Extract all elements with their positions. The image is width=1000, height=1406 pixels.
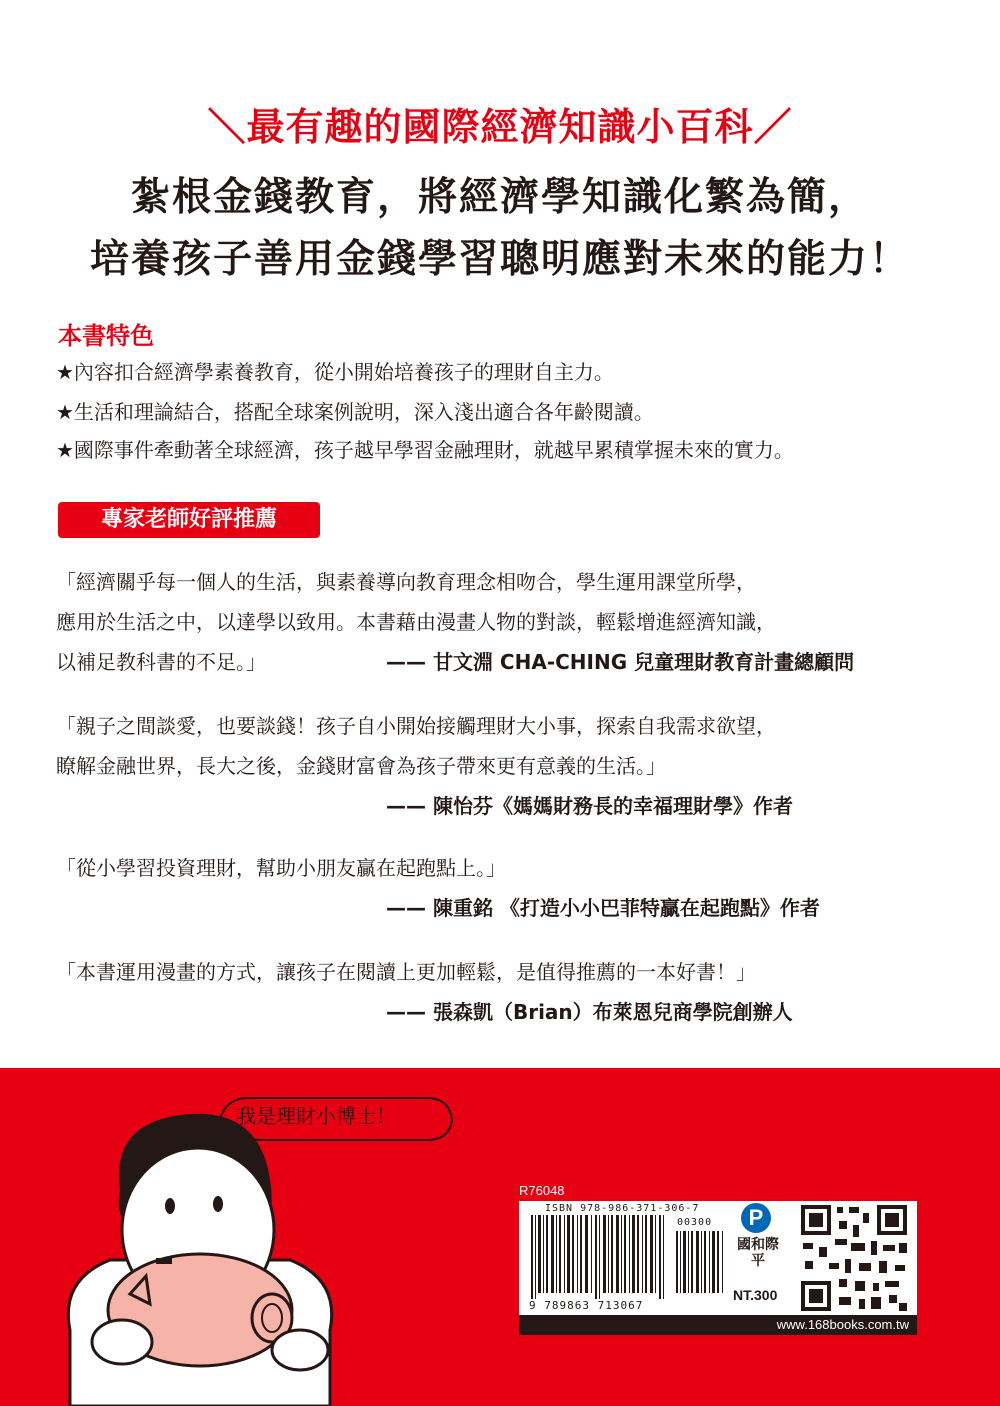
- features-title: 本書特色: [58, 322, 154, 350]
- barcode-number: 9 789863 713067: [529, 1299, 644, 1312]
- price-code: 00300: [677, 1217, 713, 1228]
- tagline: ＼最有趣的國際經濟知識小百科／: [207, 105, 793, 149]
- quote-line: 「本書運用漫畫的方式，讓孩子在閱讀上更加輕鬆，是值得推薦的一本好書！」: [56, 960, 756, 984]
- quote-line: 「從小學習投資理財，幫助小朋友贏在起跑點上。」: [56, 856, 506, 880]
- isbn-text: ISBN 978-986-371-306-7: [545, 1203, 700, 1214]
- barcode-block: [515, 1183, 921, 1337]
- feature-item: ★生活和理論結合，搭配全球案例說明，深入淺出適合各年齡閱讀。: [56, 400, 654, 424]
- feature-item: ★國際事件牽動著全球經濟，孩子越早學習金融理財，就越早累積掌握未來的實力。: [56, 438, 794, 462]
- publisher-logo-icon: P: [741, 1203, 771, 1233]
- headline-line2: 培養孩子善用金錢學習聰明應對未來的能力！: [89, 237, 910, 282]
- headline-line1: 紮根金錢教育，將經濟學知識化繁為簡，: [130, 175, 869, 220]
- quote-line: 「經濟關乎每一個人的生活，與素養導向教育理念相吻合，學生運用課堂所學，: [56, 570, 756, 594]
- publisher-url: www.168books.com.tw: [519, 1315, 917, 1335]
- mascot-speech: 我是理財小博士！: [236, 1104, 396, 1128]
- qr-code-icon: [799, 1203, 909, 1313]
- quote-line: 以補足教科書的不足。」: [56, 650, 266, 674]
- price: NT.300: [733, 1287, 778, 1303]
- quote-line: 「親子之間談愛，也要談錢！孩子自小開始接觸理財大小事，探索自我需求欲望，: [56, 714, 776, 738]
- quote-author: —— 陳重銘 《打造小小巴菲特贏在起跑點》作者: [386, 896, 820, 920]
- quote-author: —— 張森凱（Brian）布萊恩兒商學院創辦人: [386, 1000, 793, 1024]
- barcode-panel: [519, 1201, 917, 1315]
- quote-author: —— 陳怡芬《媽媽財務長的幸福理財學》作者: [386, 794, 793, 818]
- slash-right-icon: ／: [753, 105, 793, 149]
- addon-barcode-icon: [675, 1231, 727, 1293]
- isbn-barcode-icon: [529, 1215, 669, 1299]
- quote-line: 應用於生活之中，以達學以致用。本書藉由漫畫人物的對談，輕鬆增進經濟知識，: [56, 610, 776, 634]
- book-code: R76048: [519, 1183, 565, 1198]
- quote-line: 瞭解金融世界，長大之後，金錢財富會為孩子帶來更有意義的生活。」: [56, 754, 666, 778]
- feature-item: ★內容扣合經濟學素養教育，從小開始培養孩子的理財自主力。: [56, 360, 614, 384]
- slash-left-icon: ＼: [207, 105, 247, 149]
- quote-author: —— 甘文淵 CHA-CHING 兒童理財教育計畫總顧問: [386, 650, 855, 674]
- recommendations-title: 專家老師好評推薦: [58, 502, 320, 538]
- publisher-name: 國和際平: [737, 1237, 779, 1269]
